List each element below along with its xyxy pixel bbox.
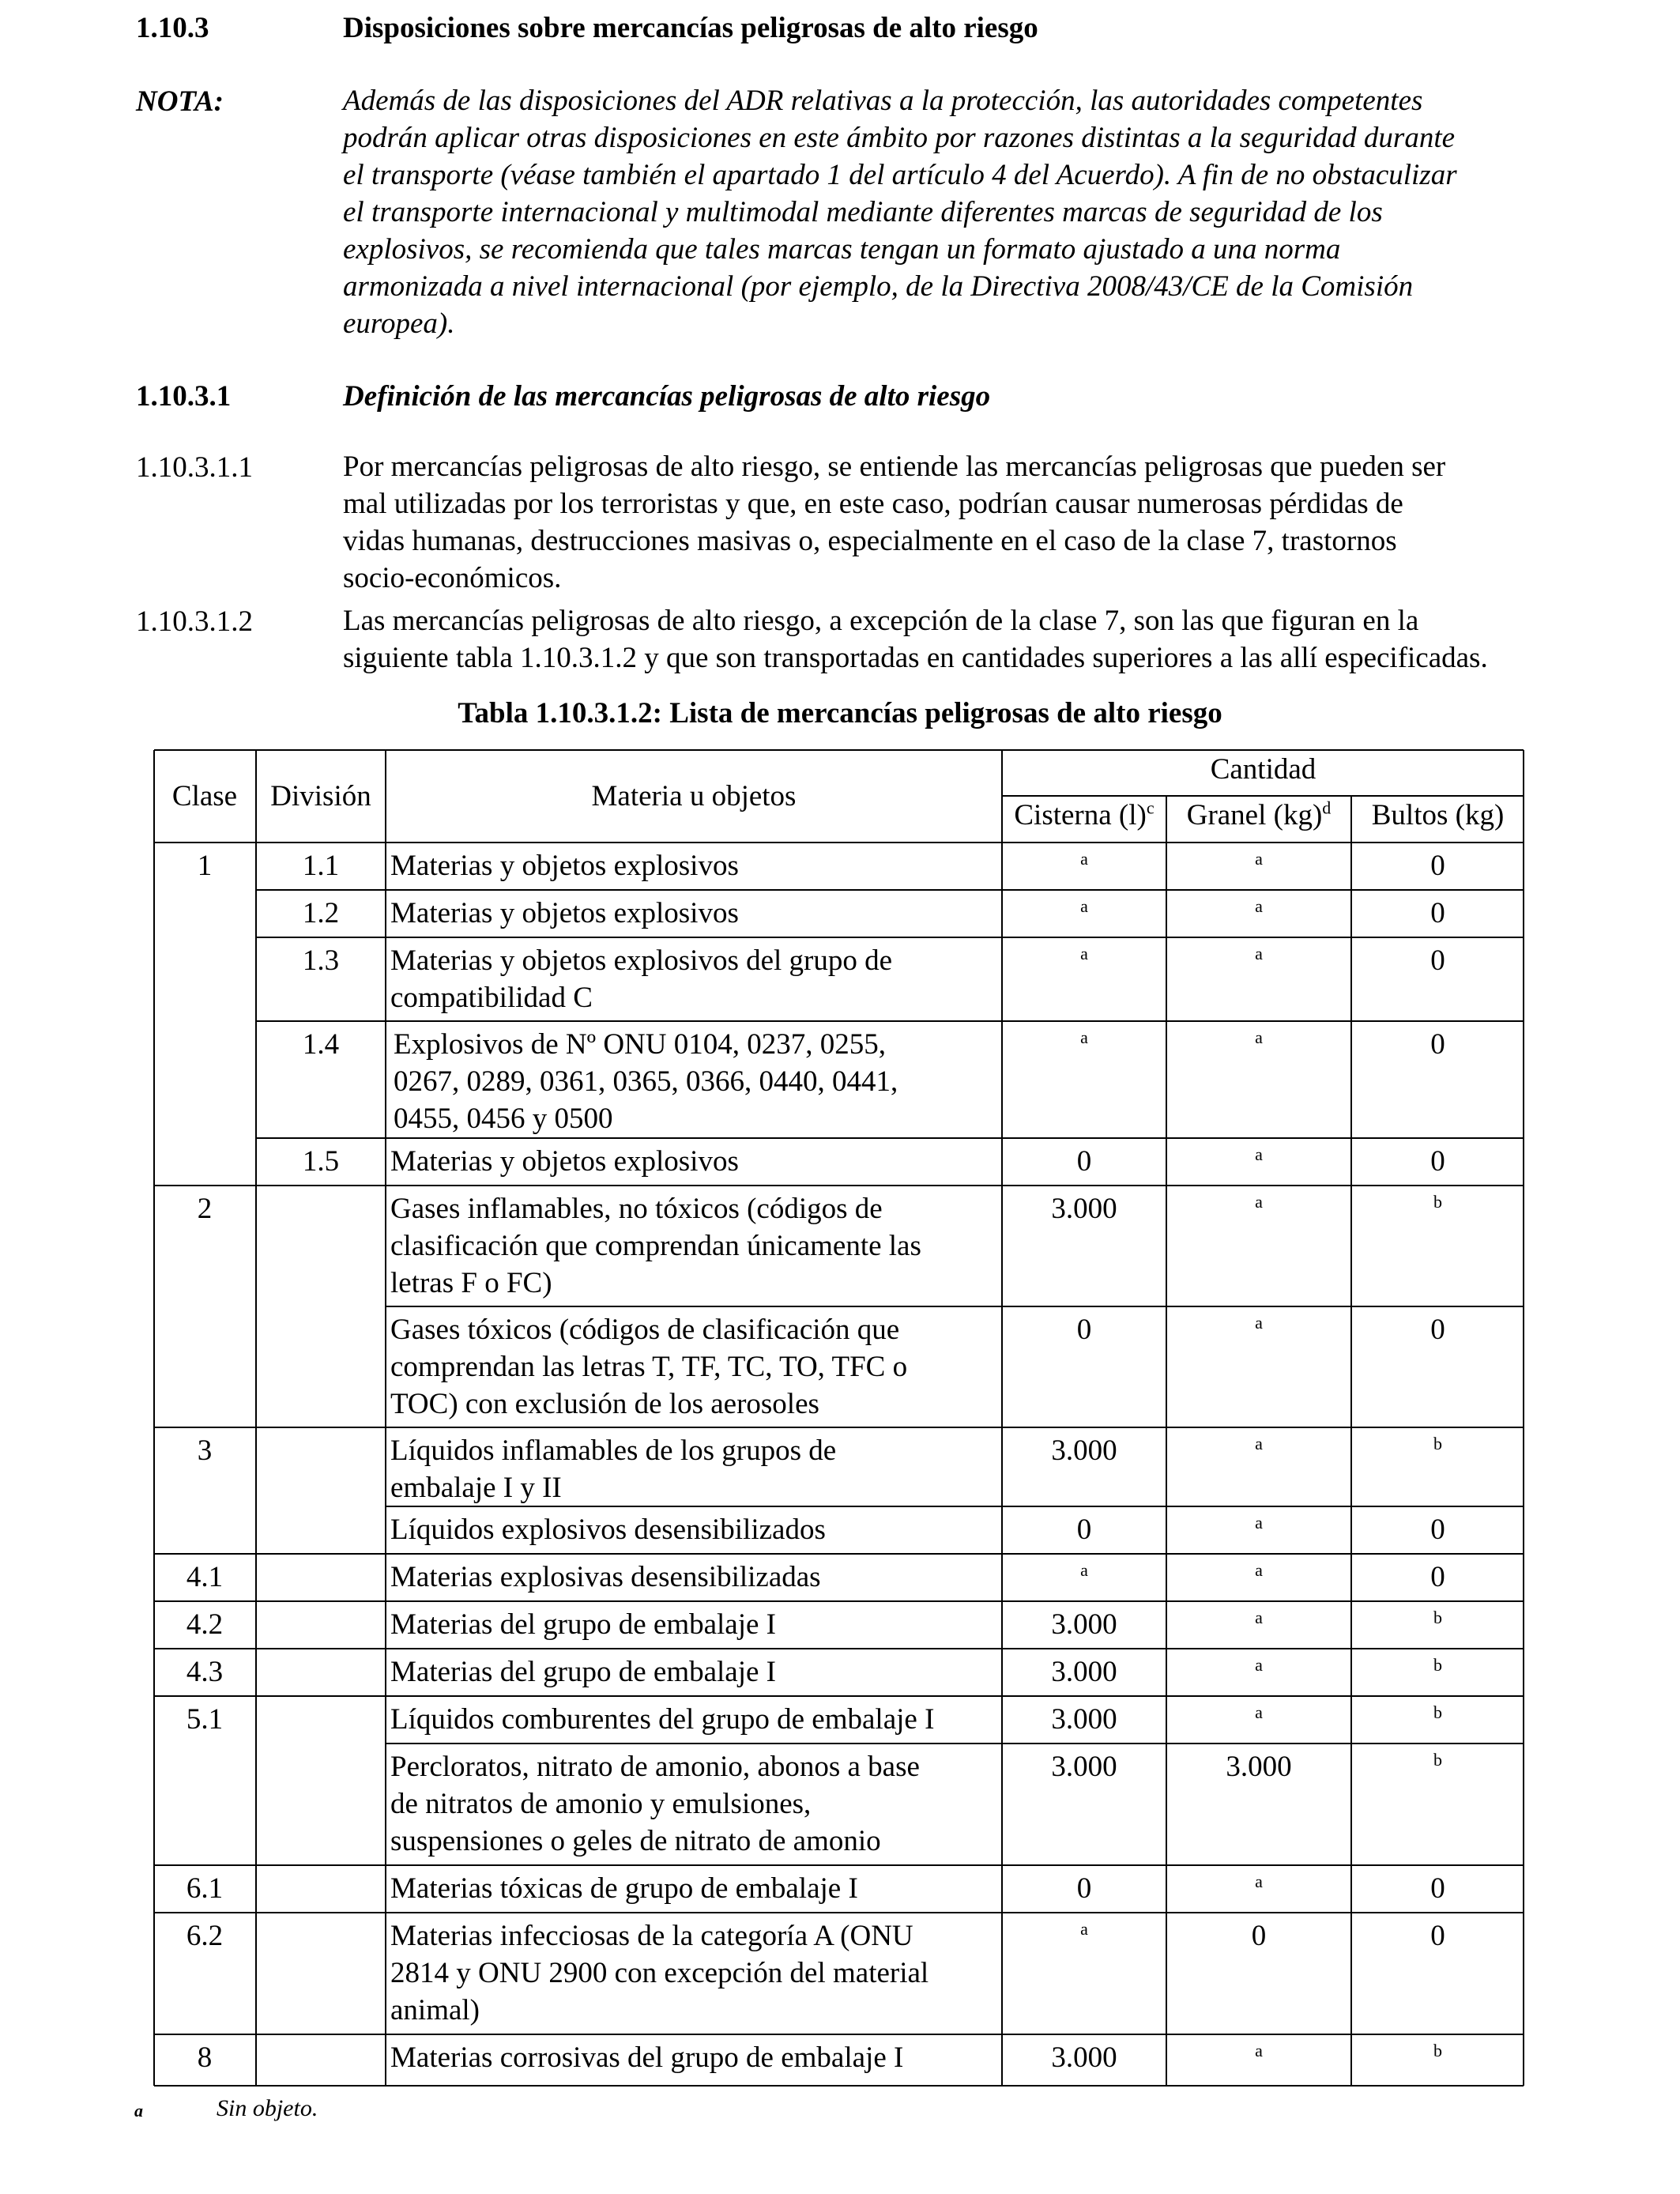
cell-clase: 8 xyxy=(197,2041,213,2074)
note-line: europea). xyxy=(343,307,455,340)
section-title: Disposiciones sobre mercancías peligrosas de alto riesgo xyxy=(343,12,1038,44)
cell-bultos: b xyxy=(1433,2041,1442,2060)
cell-bultos: b xyxy=(1433,1655,1442,1675)
cell-granel: a xyxy=(1255,1434,1263,1453)
cell-materia-line: Percloratos, nitrato de amonio, abonos a base xyxy=(390,1751,920,1783)
cell-bultos: 0 xyxy=(1430,1514,1445,1546)
cell-granel: a xyxy=(1255,1313,1263,1333)
para1-line: mal utilizadas por los terroristas y que, en este caso, podrían causar numerosas pérdidas de xyxy=(343,488,1403,520)
cell-granel: 3.000 xyxy=(1226,1751,1292,1783)
note-label: NOTA: xyxy=(136,85,224,118)
cell-bultos: 0 xyxy=(1430,1920,1445,1952)
header-cantidad: Cantidad xyxy=(1210,753,1317,786)
section-number: 1.10.3 xyxy=(136,12,209,44)
cell-bultos: b xyxy=(1433,1192,1442,1212)
cell-materia-line: Materias del grupo de embalaje I xyxy=(390,1656,776,1688)
cell-cisterna: a xyxy=(1080,944,1088,963)
cell-clase: 1 xyxy=(197,850,213,882)
cell-granel: 0 xyxy=(1251,1920,1267,1952)
cell-granel: a xyxy=(1255,896,1263,916)
cell-materia-line: clasificación que comprendan únicamente las xyxy=(390,1230,921,1262)
cell-materia-line: 2814 y ONU 2900 con excepción del material xyxy=(390,1957,929,1989)
cell-cisterna: a xyxy=(1080,896,1088,916)
cell-materia-line: Materias y objetos explosivos xyxy=(390,1145,739,1178)
cell-materia-line: Materias corrosivas del grupo de embalaje I xyxy=(390,2041,904,2074)
cell-clase: 4.3 xyxy=(186,1656,224,1688)
cell-bultos: 0 xyxy=(1430,1028,1445,1061)
para2-line: siguiente tabla 1.10.3.1.2 y que son transportadas en cantidades superiores a las allí especificadas. xyxy=(343,642,1488,674)
note-line: podrán aplicar otras disposiciones en este ámbito por razones distintas a la seguridad durante xyxy=(343,122,1456,154)
cell-granel: a xyxy=(1255,1655,1263,1675)
cell-granel: a xyxy=(1255,849,1263,869)
para2-number: 1.10.3.1.2 xyxy=(136,605,253,638)
cell-materia-line: Materias y objetos explosivos del grupo de xyxy=(390,944,893,977)
cell-cisterna: a xyxy=(1080,1027,1088,1047)
cell-granel: a xyxy=(1255,1027,1263,1047)
cell-materia-line: Materias y objetos explosivos xyxy=(390,850,739,882)
cell-materia-line: embalaje I y II xyxy=(390,1472,562,1504)
cell-materia-line: 0455, 0456 y 0500 xyxy=(394,1103,613,1135)
note-line: explosivos, se recomienda que tales marcas tengan un formato ajustado a una norma xyxy=(343,233,1341,266)
cell-cisterna: 3.000 xyxy=(1051,2041,1117,2074)
header-cisterna-label: Cisterna (l) xyxy=(1014,799,1147,831)
cell-materia-line: Materias infecciosas de la categoría A (ONU xyxy=(390,1920,913,1952)
note-line: armonizada a nivel internacional (por ejemplo, de la Directiva 2008/43/CE de la Comisión xyxy=(343,270,1414,303)
cell-granel: a xyxy=(1255,1560,1263,1580)
header-materia: Materia u objetos xyxy=(591,780,797,812)
cell-bultos: 0 xyxy=(1430,1145,1445,1178)
cell-granel: a xyxy=(1255,1144,1263,1164)
cell-granel: a xyxy=(1255,1192,1263,1212)
cell-division: 1.5 xyxy=(302,1145,340,1178)
cell-bultos: b xyxy=(1433,1608,1442,1627)
cell-division: 1.2 xyxy=(302,897,340,929)
cell-bultos: 0 xyxy=(1430,1872,1445,1905)
cell-cisterna: 3.000 xyxy=(1051,1656,1117,1688)
cell-bultos: 0 xyxy=(1430,897,1445,929)
footnote-text: Sin objeto. xyxy=(217,2095,318,2121)
footnote-mark: a xyxy=(134,2101,143,2120)
cell-materia-line: TOC) con exclusión de los aerosoles xyxy=(390,1388,819,1420)
cell-materia-line: letras F o FC) xyxy=(390,1267,552,1299)
subsection-number: 1.10.3.1 xyxy=(136,380,232,413)
note-line: el transporte internacional y multimodal mediante diferentes marcas de seguridad de los xyxy=(343,196,1383,228)
para2-text xyxy=(343,602,1544,677)
cell-materia-line: Materias explosivas desensibilizadas xyxy=(390,1561,821,1593)
header-cisterna xyxy=(1002,797,1166,834)
header-clase: Clase xyxy=(171,780,238,812)
note-line: el transporte (véase también el apartado 1 del artículo 4 del Acuerdo). A fin de no obstaculizar xyxy=(343,159,1457,191)
cell-granel: a xyxy=(1255,1702,1263,1722)
cell-bultos: 0 xyxy=(1430,1561,1445,1593)
cell-cisterna: a xyxy=(1080,1919,1088,1939)
cell-cisterna: 3.000 xyxy=(1051,1434,1117,1467)
para1-line: socio-económicos. xyxy=(343,562,562,594)
cell-granel: a xyxy=(1255,2041,1263,2060)
cell-bultos: 0 xyxy=(1430,850,1445,882)
header-granel-label: Granel (kg) xyxy=(1186,799,1323,831)
cell-granel: a xyxy=(1255,1608,1263,1627)
subsection-title: Definición de las mercancías peligrosas de alto riesgo xyxy=(343,380,991,413)
para1-line: vidas humanas, destrucciones masivas o, especialmente en el caso de la clase 7, trastornos xyxy=(343,525,1397,557)
cell-clase: 6.1 xyxy=(186,1872,224,1905)
cell-materia-line: Materias y objetos explosivos xyxy=(390,897,739,929)
para2-line: Las mercancías peligrosas de alto riesgo, a excepción de la clase 7, son las que figuran en la xyxy=(343,605,1419,637)
cell-clase: 6.2 xyxy=(186,1920,224,1952)
cell-materia-line: Líquidos comburentes del grupo de embalaje I xyxy=(390,1703,935,1736)
cell-cisterna: 0 xyxy=(1076,1872,1092,1905)
cell-clase: 2 xyxy=(197,1193,213,1225)
cell-cisterna: a xyxy=(1080,1560,1088,1580)
cell-bultos: 0 xyxy=(1430,1314,1445,1346)
cell-bultos: b xyxy=(1433,1750,1442,1770)
cell-cisterna: 3.000 xyxy=(1051,1193,1117,1225)
note-text xyxy=(343,82,1544,342)
cell-clase: 5.1 xyxy=(186,1703,224,1736)
cell-bultos: b xyxy=(1433,1434,1442,1453)
cell-materia-line: compatibilidad C xyxy=(390,982,593,1014)
cell-bultos: b xyxy=(1433,1702,1442,1722)
cell-granel: a xyxy=(1255,1513,1263,1532)
para1-number: 1.10.3.1.1 xyxy=(136,451,253,484)
cell-materia-line: Líquidos inflamables de los grupos de xyxy=(390,1434,837,1467)
cell-materia-line: suspensiones o geles de nitrato de amonio xyxy=(390,1825,881,1857)
cell-clase: 3 xyxy=(197,1434,213,1467)
cell-granel: a xyxy=(1255,944,1263,963)
cell-materia-line: Materias tóxicas de grupo de embalaje I xyxy=(390,1872,858,1905)
cell-cisterna: a xyxy=(1080,849,1088,869)
cell-cisterna: 3.000 xyxy=(1051,1608,1117,1641)
cell-materia-line: 0267, 0289, 0361, 0365, 0366, 0440, 0441, xyxy=(394,1065,898,1098)
cell-materia-line: Gases tóxicos (códigos de clasificación que xyxy=(390,1314,900,1346)
para1-text xyxy=(343,448,1544,597)
cell-cisterna: 0 xyxy=(1076,1514,1092,1546)
cell-granel: a xyxy=(1255,1872,1263,1891)
header-granel-sup: d xyxy=(1322,797,1332,818)
cell-materia-line: Líquidos explosivos desensibilizados xyxy=(390,1514,826,1546)
cell-clase: 4.2 xyxy=(186,1608,224,1641)
cell-materia-line: Materias del grupo de embalaje I xyxy=(390,1608,776,1641)
cell-division: 1.3 xyxy=(302,944,340,977)
cell-cisterna: 0 xyxy=(1076,1314,1092,1346)
cell-materia-line: Explosivos de Nº ONU 0104, 0237, 0255, xyxy=(394,1028,886,1061)
header-cisterna-sup: c xyxy=(1146,797,1155,818)
cell-clase: 4.1 xyxy=(186,1561,224,1593)
table-title: Tabla 1.10.3.1.2: Lista de mercancías peligrosas de alto riesgo xyxy=(458,697,1222,729)
cell-cisterna: 0 xyxy=(1076,1145,1092,1178)
header-division: División xyxy=(270,780,371,812)
cell-bultos: 0 xyxy=(1430,944,1445,977)
note-line: Además de las disposiciones del ADR relativas a la protección, las autoridades competentes xyxy=(343,85,1423,117)
header-bultos: Bultos (kg) xyxy=(1371,799,1505,831)
cell-division: 1.4 xyxy=(302,1028,340,1061)
cell-materia-line: animal) xyxy=(390,1994,480,2026)
cell-division: 1.1 xyxy=(302,850,340,882)
cell-cisterna: 3.000 xyxy=(1051,1703,1117,1736)
para1-line: Por mercancías peligrosas de alto riesgo, se entiende las mercancías peligrosas que pueden ser xyxy=(343,450,1446,483)
cell-materia-line: Gases inflamables, no tóxicos (códigos de xyxy=(390,1193,883,1225)
cell-materia-line: comprendan las letras T, TF, TC, TO, TFC o xyxy=(390,1351,908,1383)
cell-materia-line: de nitratos de amonio y emulsiones, xyxy=(390,1788,812,1820)
header-granel xyxy=(1166,797,1351,834)
cell-cisterna: 3.000 xyxy=(1051,1751,1117,1783)
hazard-table xyxy=(153,749,1524,2087)
